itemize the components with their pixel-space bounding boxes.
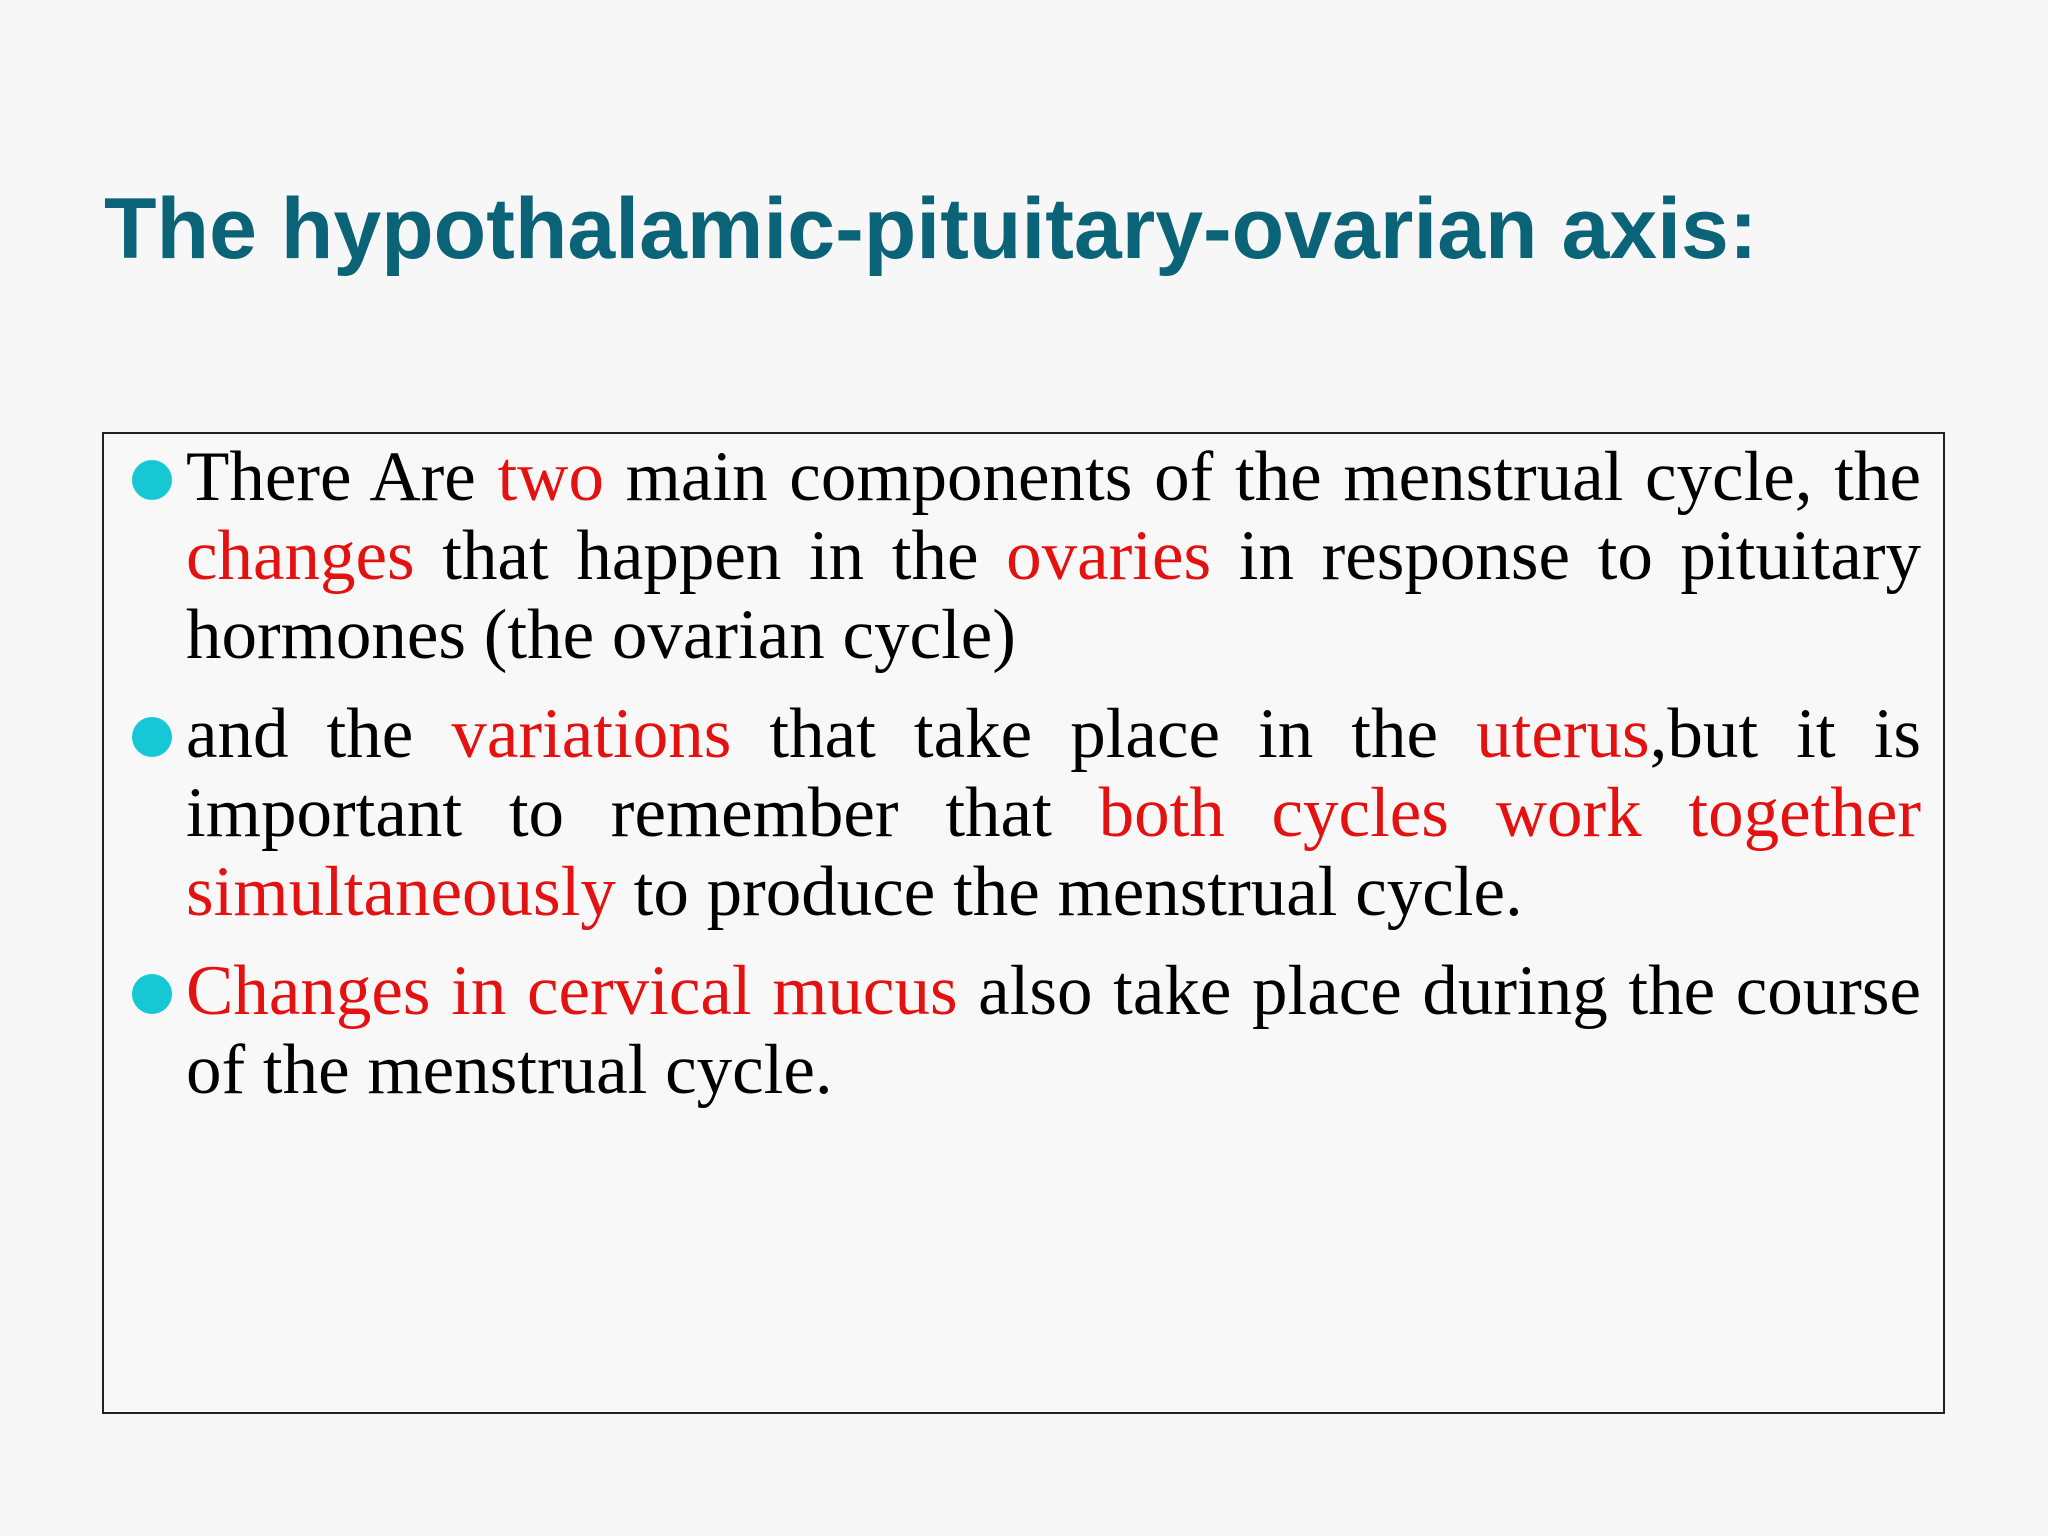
text-segment: main components of the menstrual cycle, the bbox=[603, 438, 1921, 516]
text-segment: to produce the menstrual cycle. bbox=[615, 853, 1523, 931]
bullet-text bbox=[186, 952, 1921, 1109]
bullet-dot-icon bbox=[132, 460, 172, 500]
highlighted-text-segment: changes bbox=[186, 517, 415, 595]
bullet-item bbox=[104, 438, 1943, 675]
highlighted-text-segment: ovaries bbox=[1006, 517, 1212, 595]
bullet-list bbox=[104, 438, 1943, 1130]
highlighted-text-segment: variations bbox=[451, 695, 732, 773]
highlighted-text-segment: two bbox=[497, 438, 604, 516]
bullet-item bbox=[104, 695, 1943, 932]
bullet-text bbox=[186, 695, 1921, 931]
highlighted-text-segment: Changes in cervical mucus bbox=[186, 952, 958, 1030]
content-box bbox=[102, 432, 1945, 1414]
text-segment: ,but it is important to remember that bbox=[186, 695, 1921, 852]
bullet-item bbox=[104, 952, 1943, 1110]
text-segment: also take place during the course of the menstrual cycle. bbox=[186, 952, 1921, 1109]
text-segment: and the bbox=[186, 695, 452, 773]
bullet-dot-icon bbox=[132, 717, 172, 757]
text-segment: that take place in the bbox=[731, 695, 1477, 773]
text-segment: There Are bbox=[186, 438, 498, 516]
bullet-dot-icon bbox=[132, 974, 172, 1014]
highlighted-text-segment: both cycles work together simultaneously bbox=[186, 774, 1921, 931]
highlighted-text-segment: uterus bbox=[1476, 695, 1650, 773]
text-segment: in response to pituitary hormones (the ovarian cycle) bbox=[186, 517, 1921, 674]
bullet-text bbox=[186, 438, 1921, 674]
text-segment: that happen in the bbox=[414, 517, 1007, 595]
slide-title: The hypothalamic-pituitary-ovarian axis: bbox=[104, 181, 1758, 277]
